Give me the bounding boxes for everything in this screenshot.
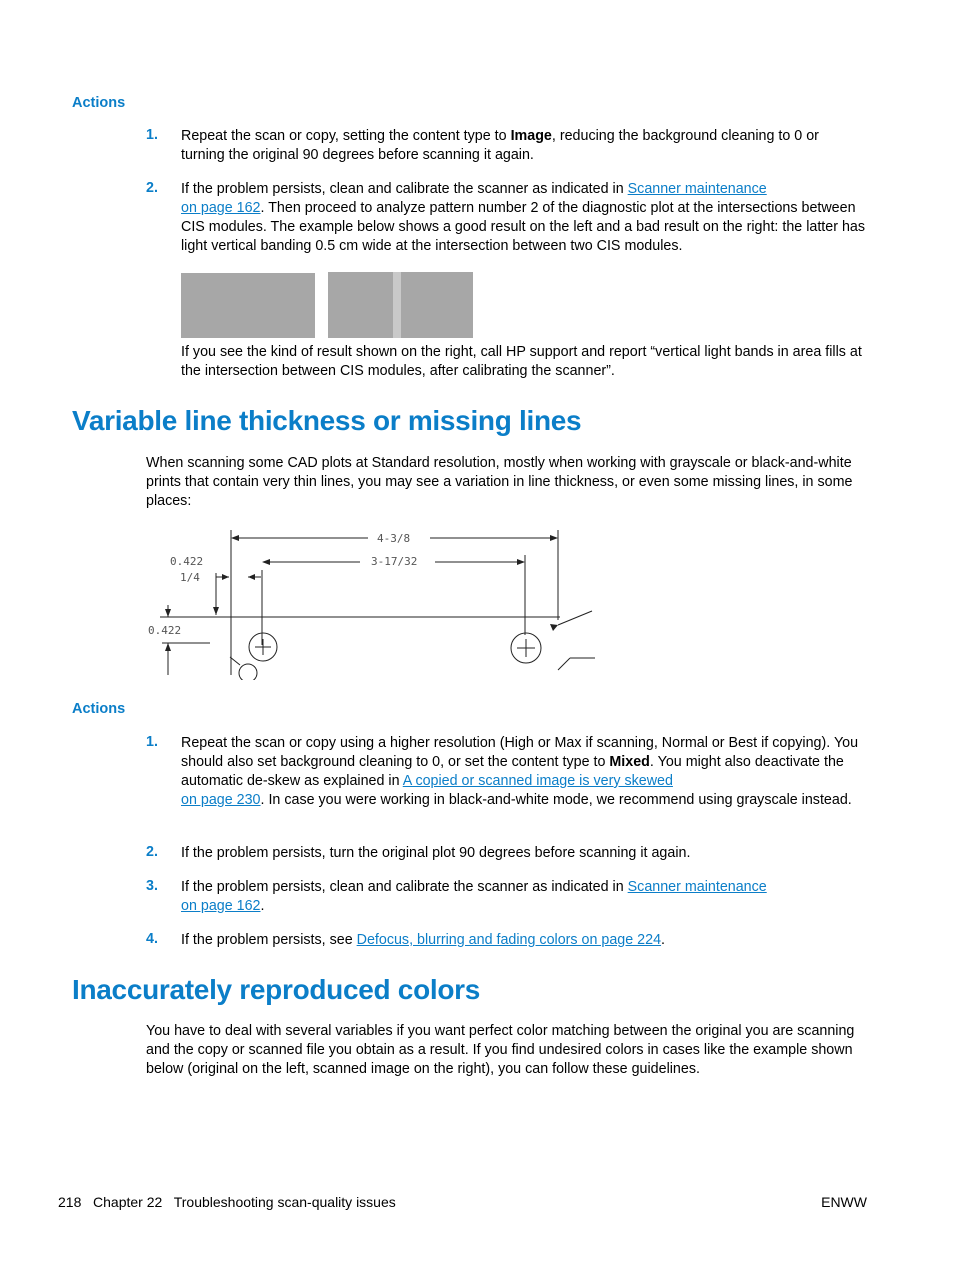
footer-left: 218 Chapter 22 Troubleshooting scan-quality issues — [58, 1194, 396, 1210]
arrowhead — [165, 643, 171, 651]
light-vertical-band — [393, 272, 401, 338]
step-number: 2. — [146, 180, 158, 196]
step-1-text: Repeat the scan or copy, setting the content type to Image, reducing the background cleaning to 0 or turning the original 90 degrees before scanning it again. — [181, 128, 819, 163]
step-number: 2. — [146, 844, 158, 860]
cad-drawing-sample — [140, 525, 600, 680]
scanner-maintenance-link[interactable]: Scanner maintenance on page 162 — [181, 879, 767, 914]
step-2-text: If the problem persists, turn the original plot 90 degrees before scanning it again. — [181, 845, 691, 861]
arrowhead — [550, 535, 558, 541]
arrowhead — [231, 535, 239, 541]
step-number: 3. — [146, 878, 158, 894]
small-hole-circle — [239, 664, 257, 680]
section-heading: Inaccurately reproduced colors — [72, 974, 481, 1005]
good-result-sample — [181, 273, 315, 338]
dimension-label: 0.422 — [148, 624, 182, 637]
step-number: 1. — [146, 127, 158, 143]
actions-heading-2: Actions — [72, 701, 126, 717]
step-1-text: Repeat the scan or copy using a higher resolution (High or Max if scanning, Normal or Best if copying). You should also set background cleaning to 0, or set the content type to Mixed. You might also deactivate the automatic de-skew as explained in A copied or scanned image is very skewed on page 230. In case you were working in black-and-white mode, we recommend using grayscale instead. — [181, 735, 859, 808]
dimension-label: 3-17/32 — [371, 555, 418, 568]
actions-heading-1: Actions — [72, 95, 126, 111]
after-image-text: If you see the kind of result shown on the right, call HP support and report “vertical light bands in area fills at the intersection between CIS modules, after calibrating the scanner”. — [181, 344, 862, 379]
dimension-arrows — [165, 535, 558, 651]
arrowhead — [550, 624, 558, 631]
arrowhead — [222, 574, 229, 580]
arrowhead — [213, 607, 219, 615]
dimension-label: 1/4 — [180, 571, 200, 584]
arrowhead — [262, 559, 270, 565]
dimension-label: 0.422 — [170, 555, 204, 568]
scanner-maintenance-link[interactable]: Scanner maintenance on page 162 — [181, 181, 767, 216]
leader-line — [558, 658, 570, 670]
step-3-text: If the problem persists, clean and calibrate the scanner as indicated in Scanner maintenance on page 162. — [181, 879, 767, 914]
defocus-link[interactable]: Defocus, blurring and fading colors on page 224 — [356, 932, 662, 948]
section-intro: When scanning some CAD plots at Standard resolution, mostly when working with grayscale or black-and-white prints that contain very thin lines, you may see a variation in line thickness, or even some missing lines, in some places: — [146, 455, 853, 509]
step-number: 4. — [146, 931, 158, 947]
step-2-text: If the problem persists, clean and calibrate the scanner as indicated in Scanner maintenance on page 162. Then proceed to analyze pattern number 2 of the diagnostic plot at the intersections between CIS modules. The example below shows a good result on the left and a bad result on the right: the latter has light vertical banding 0.5 cm wide at the intersection between two CIS modules. — [181, 181, 866, 254]
dimension-label: 4-3/8 — [377, 532, 411, 545]
leader-line — [558, 611, 592, 625]
footer-right: ENWW — [821, 1194, 867, 1210]
step-4-text: If the problem persists, see Defocus, blurring and fading colors on page 224. — [181, 932, 666, 948]
skewed-image-link[interactable]: A copied or scanned image is very skewed on page 230 — [181, 773, 673, 808]
arrowhead — [248, 574, 255, 580]
section-intro: You have to deal with several variables if you want perfect color matching between the original you are scanning and the copy or scanned file you obtain as a result. If you find undesired colors in cases like the example shown below (original on the left, scanned image on the right), you can follow these guidelines. — [146, 1023, 855, 1077]
arrowhead — [517, 559, 525, 565]
bad-result-sample — [328, 272, 473, 338]
section-heading: Variable line thickness or missing lines — [72, 405, 582, 436]
arrowhead — [165, 609, 171, 617]
step-number: 1. — [146, 734, 158, 750]
